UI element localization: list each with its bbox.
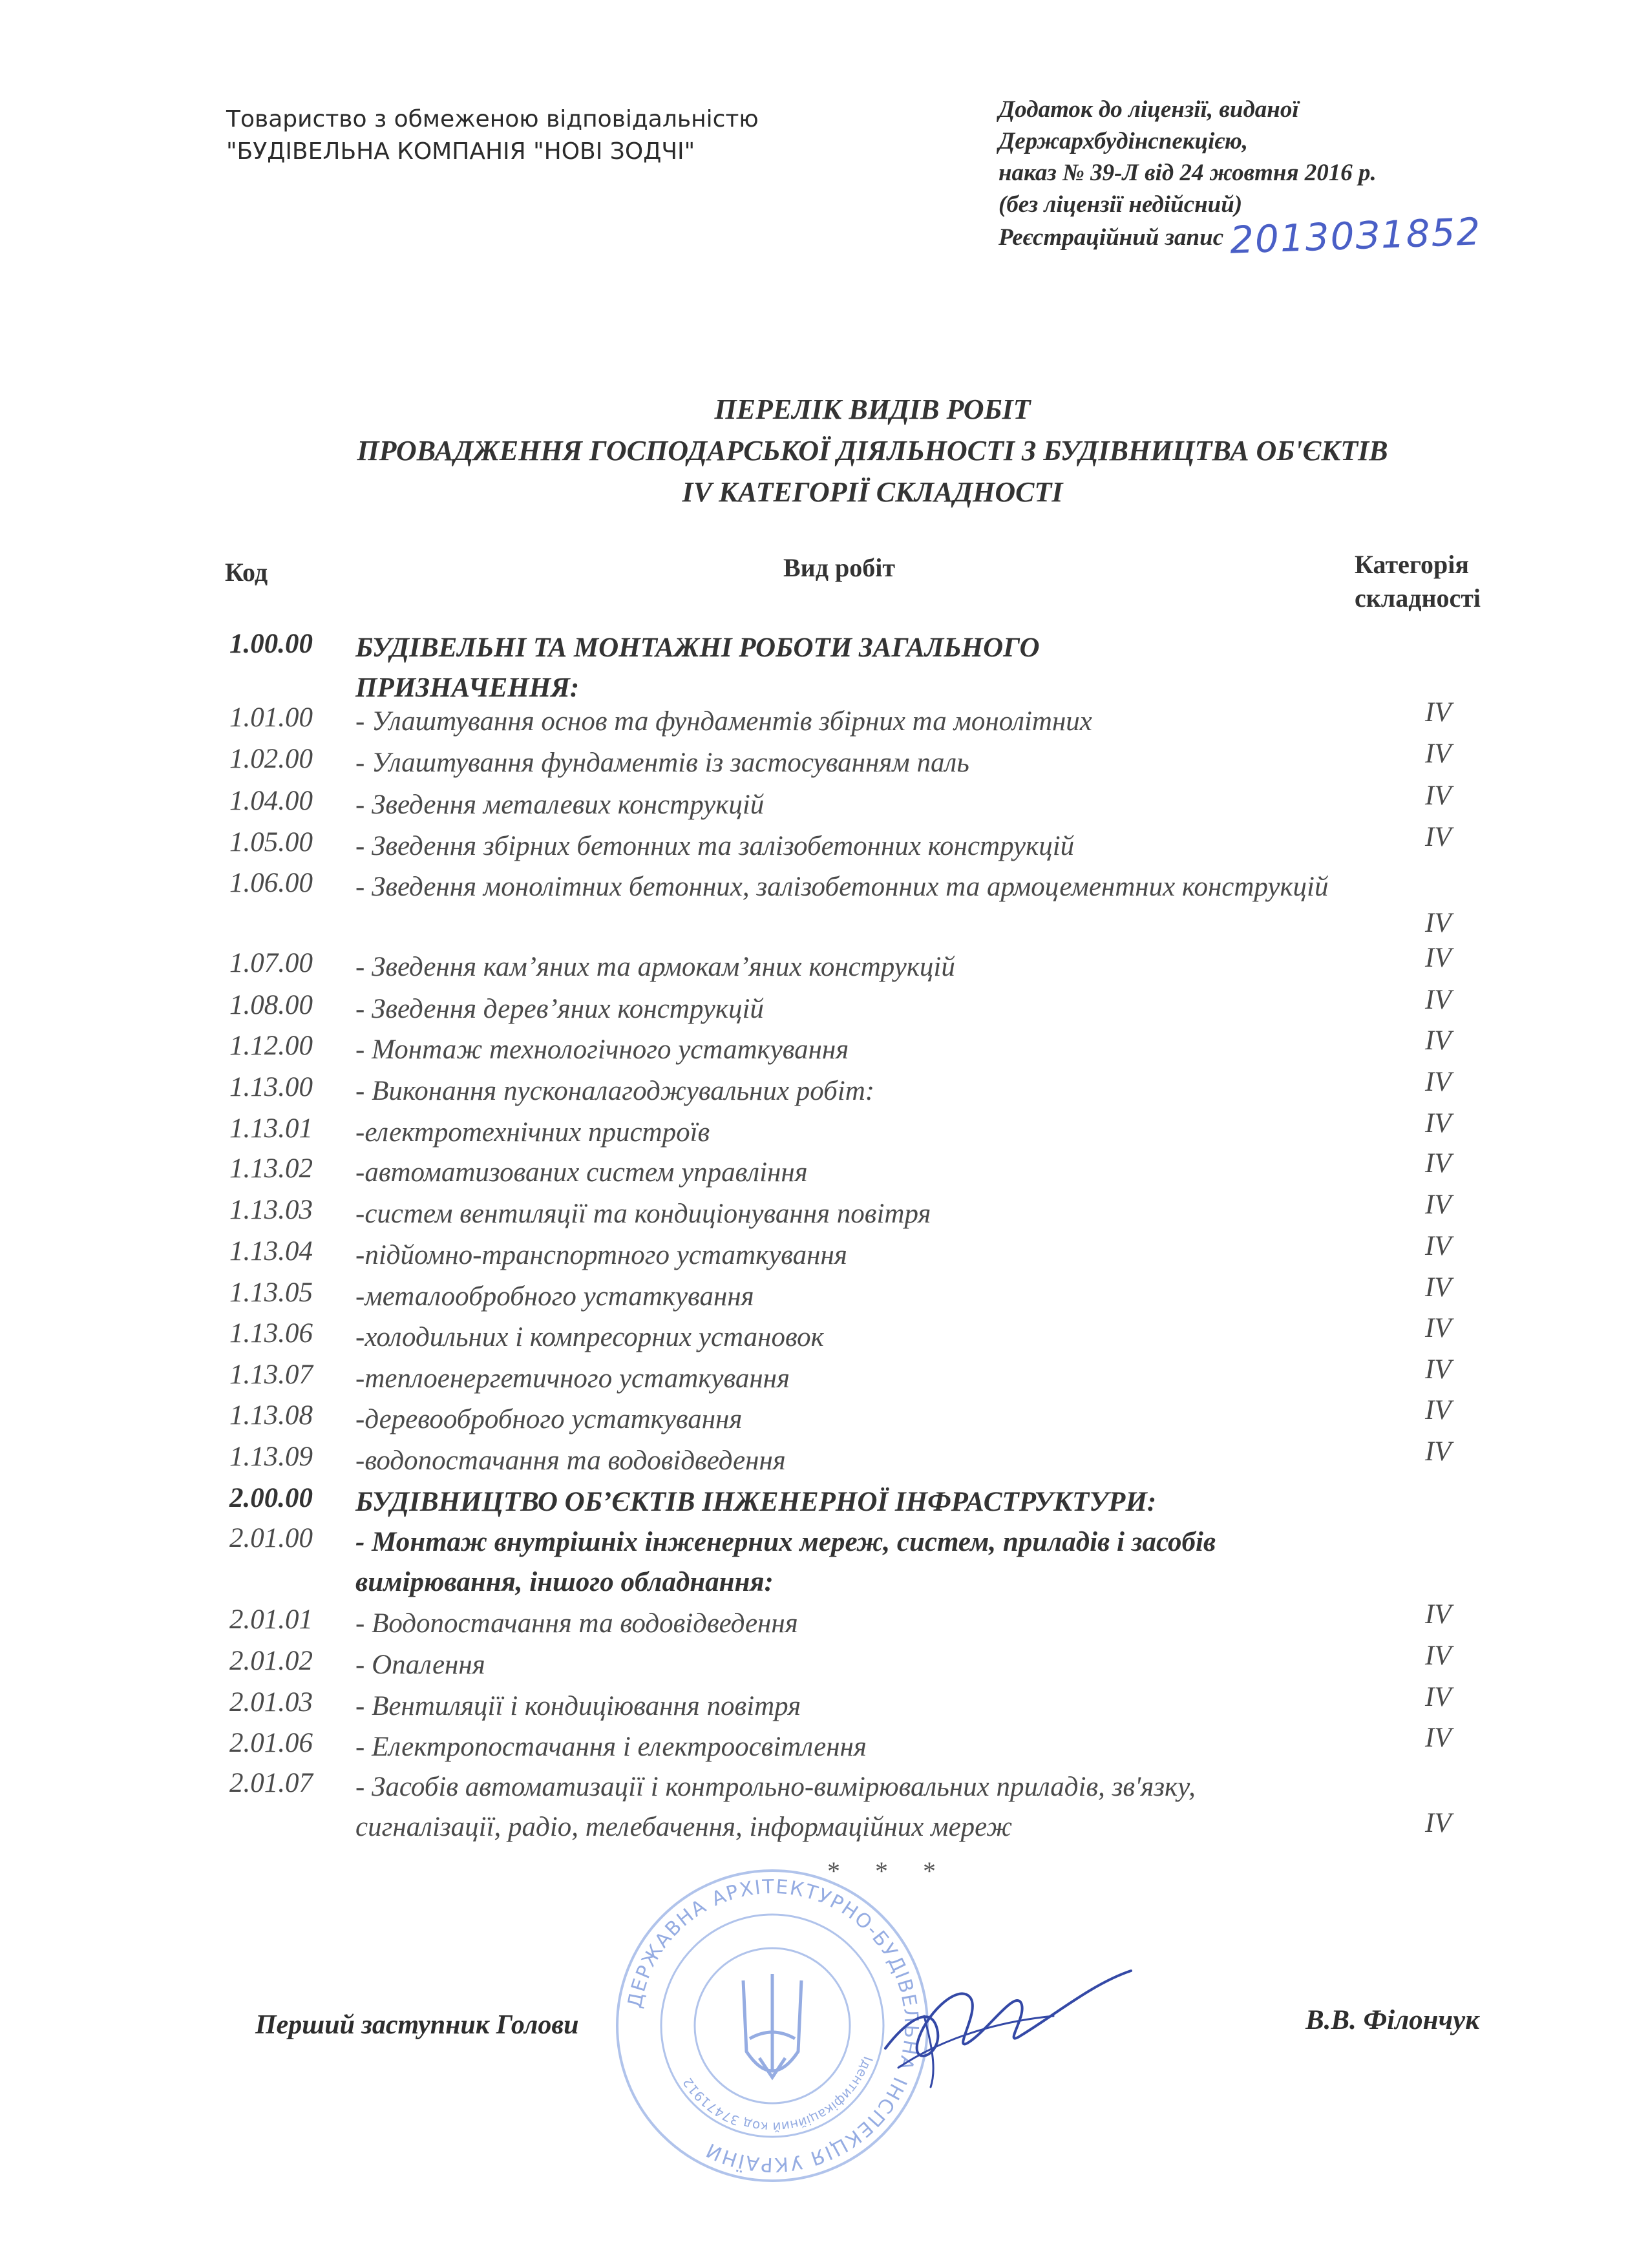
complexity-category: IV xyxy=(1425,1599,1452,1630)
complexity-category: IV xyxy=(1425,1313,1452,1343)
work-code: 1.08.00 xyxy=(229,990,313,1020)
work-name: - Зведення металевих конструкцій xyxy=(355,790,765,820)
work-code: 2.01.03 xyxy=(229,1687,313,1717)
title-line3: IV КАТЕГОРІЇ СКЛАДНОСТІ xyxy=(682,476,1063,508)
trident-emblem-icon xyxy=(743,1974,801,2077)
stars-separator: * * * xyxy=(827,1856,950,1885)
work-code: 1.04.00 xyxy=(229,786,313,816)
complexity-category: IV xyxy=(1425,943,1452,973)
work-code: 1.13.00 xyxy=(229,1072,313,1102)
work-code: 1.01.00 xyxy=(229,702,313,733)
complexity-category: IV xyxy=(1425,985,1452,1015)
work-name: - Засобів автоматизації і контрольно-вимірювальних приладів, зв'язку, сигналізації, радіо, телебачення, інформаційних мереж xyxy=(355,1772,1196,1842)
work-name: -водопостачання та водовідведення xyxy=(355,1445,786,1476)
license-line1: Додаток до ліцензії, виданої xyxy=(998,96,1299,123)
complexity-category: IV xyxy=(1425,697,1452,728)
work-code: 1.00.00 xyxy=(229,629,313,659)
work-name: БУДІВНИЦТВО ОБ’ЄКТІВ ІНЖЕНЕРНОЇ ІНФРАСТРУКТУРИ: xyxy=(355,1487,1157,1517)
work-code: 1.12.00 xyxy=(229,1031,313,1061)
work-code: 1.13.06 xyxy=(229,1318,313,1349)
complexity-category: IV xyxy=(1425,1682,1452,1712)
work-code: 2.01.02 xyxy=(229,1646,313,1676)
work-name: - Зведення кам’яних та армокам’яних конструкцій xyxy=(355,952,955,982)
work-name: -теплоенергетичного устаткування xyxy=(355,1363,790,1394)
work-code: 1.13.08 xyxy=(229,1400,313,1431)
license-line3: наказ № 39-Л від 24 жовтня 2016 р. xyxy=(998,160,1377,186)
column-header-work: Вид робіт xyxy=(783,553,895,582)
work-code: 1.13.01 xyxy=(229,1113,313,1144)
document-title xyxy=(0,389,1648,513)
work-name: - Вентиляції і кондиціювання повітря xyxy=(355,1691,801,1721)
column-header-category-line2: складності xyxy=(1355,583,1481,613)
work-name: -підйомно-транспортного устаткування xyxy=(355,1240,847,1270)
signatory-name: В.В. Філончук xyxy=(1305,2005,1480,2035)
complexity-category: IV xyxy=(1425,1641,1452,1671)
work-name: - Монтаж технологічного устаткування xyxy=(355,1034,849,1065)
work-code: 1.13.09 xyxy=(229,1442,313,1472)
complexity-category: IV xyxy=(1425,1231,1452,1261)
work-code: 2.01.07 xyxy=(229,1768,313,1798)
work-code: 2.01.00 xyxy=(229,1523,313,1553)
work-name: - Улаштування фундаментів із застосуванням паль xyxy=(355,748,969,778)
complexity-category: IV xyxy=(1425,822,1452,852)
work-name: - Виконання пусконалагоджувальних робіт: xyxy=(355,1076,875,1106)
work-name: -деревообробного устаткування xyxy=(355,1404,743,1434)
complexity-category: IV xyxy=(1425,1723,1452,1753)
work-name: - Зведення збірних бетонних та залізобетонних конструкцій xyxy=(355,831,1075,861)
column-header-code: Код xyxy=(225,558,268,587)
title-line1: ПЕРЕЛІК ВИДІВ РОБІТ xyxy=(714,394,1031,425)
complexity-category: IV xyxy=(1425,1395,1452,1425)
work-code: 1.02.00 xyxy=(229,744,313,774)
work-name: - Улаштування основ та фундаментів збірних та монолітних xyxy=(355,706,1092,737)
work-name: - Зведення дерев’яних конструкцій xyxy=(355,994,764,1024)
complexity-category: IV xyxy=(1425,739,1452,769)
complexity-category: IV xyxy=(1425,1067,1452,1097)
registration-record xyxy=(998,209,1580,262)
work-code: 1.13.04 xyxy=(229,1236,313,1266)
seal-text: ДЕРЖАВНА АРХІТЕКТУРНО-БУДІВЕЛЬНА ІНСПЕКЦІЯ УКРАЇНИ xyxy=(623,1875,923,2176)
complexity-category: IV xyxy=(1425,1354,1452,1385)
work-code: 1.05.00 xyxy=(229,827,313,857)
work-name: - Опалення xyxy=(355,1650,485,1680)
work-name: -автоматизованих систем управління xyxy=(355,1157,808,1188)
license-line4: (без ліцензії недійсний) xyxy=(998,191,1243,218)
complexity-category: IV xyxy=(1425,1148,1452,1179)
work-code: 1.07.00 xyxy=(229,948,313,978)
work-name: БУДІВЕЛЬНІ ТА МОНТАЖНІ РОБОТИ ЗАГАЛЬНОГО ПРИЗНАЧЕННЯ: xyxy=(355,633,1040,703)
license-note xyxy=(998,94,1580,262)
complexity-category: IV xyxy=(1425,1272,1452,1303)
work-code: 1.06.00 xyxy=(229,868,313,898)
seal-code-text: Ідентифікаційний код 37471912 xyxy=(679,2054,876,2136)
company-name xyxy=(226,103,759,168)
work-code: 2.00.00 xyxy=(229,1483,313,1513)
work-code: 1.13.03 xyxy=(229,1195,313,1225)
column-header-category xyxy=(1355,548,1481,615)
work-code: 1.13.07 xyxy=(229,1360,313,1390)
complexity-category: IV xyxy=(1425,781,1452,811)
complexity-category: IV xyxy=(1425,1190,1452,1220)
work-code: 1.13.02 xyxy=(229,1153,313,1184)
title-line2: ПРОВАДЖЕННЯ ГОСПОДАРСЬКОЇ ДІЯЛЬНОСТІ З БУДІВНИЦТВА ОБ'ЄКТІВ xyxy=(357,435,1388,467)
column-header-category-line1: Категорія xyxy=(1355,550,1470,579)
work-name: - Електропостачання і електроосвітлення xyxy=(355,1732,867,1762)
complexity-category: IV xyxy=(1425,1025,1452,1056)
work-name: -електротехнічних пристроїв xyxy=(355,1117,710,1148)
work-name: - Зведення монолітних бетонних, залізобетонних та армоцементних конструкцій xyxy=(355,872,1329,902)
registration-number: 20130З1852 xyxy=(1229,209,1483,262)
work-name: - Монтаж внутрішніх інженерних мереж, систем, приладів і засобів вимірювання, іншого обладнання: xyxy=(355,1527,1216,1597)
registration-label: Реєстраційний запис xyxy=(998,224,1224,251)
signatory-position: Перший заступник Голови xyxy=(255,2010,579,2040)
work-name: -холодильних і компресорних установок xyxy=(355,1322,824,1352)
complexity-category: IV xyxy=(1425,908,1452,938)
work-code: 1.13.05 xyxy=(229,1277,313,1308)
complexity-category: IV xyxy=(1425,1808,1452,1838)
work-code: 2.01.06 xyxy=(229,1728,313,1758)
license-line2: Держархбудінспекцією, xyxy=(998,128,1248,154)
company-name-line2: "БУДІВЕЛЬНА КОМПАНІЯ "НОВІ ЗОДЧІ" xyxy=(226,138,695,165)
work-code: 2.01.01 xyxy=(229,1604,313,1635)
work-name: - Водопостачання та водовідведення xyxy=(355,1608,798,1639)
work-name: -систем вентиляції та кондиціонування повітря xyxy=(355,1199,931,1229)
handwritten-signature xyxy=(860,1945,1144,2100)
company-name-line1: Товариство з обмеженою відповідальністю xyxy=(226,106,759,132)
complexity-category: IV xyxy=(1425,1108,1452,1139)
complexity-category: IV xyxy=(1425,1436,1452,1467)
work-name: -металообробного устаткування xyxy=(355,1281,754,1312)
